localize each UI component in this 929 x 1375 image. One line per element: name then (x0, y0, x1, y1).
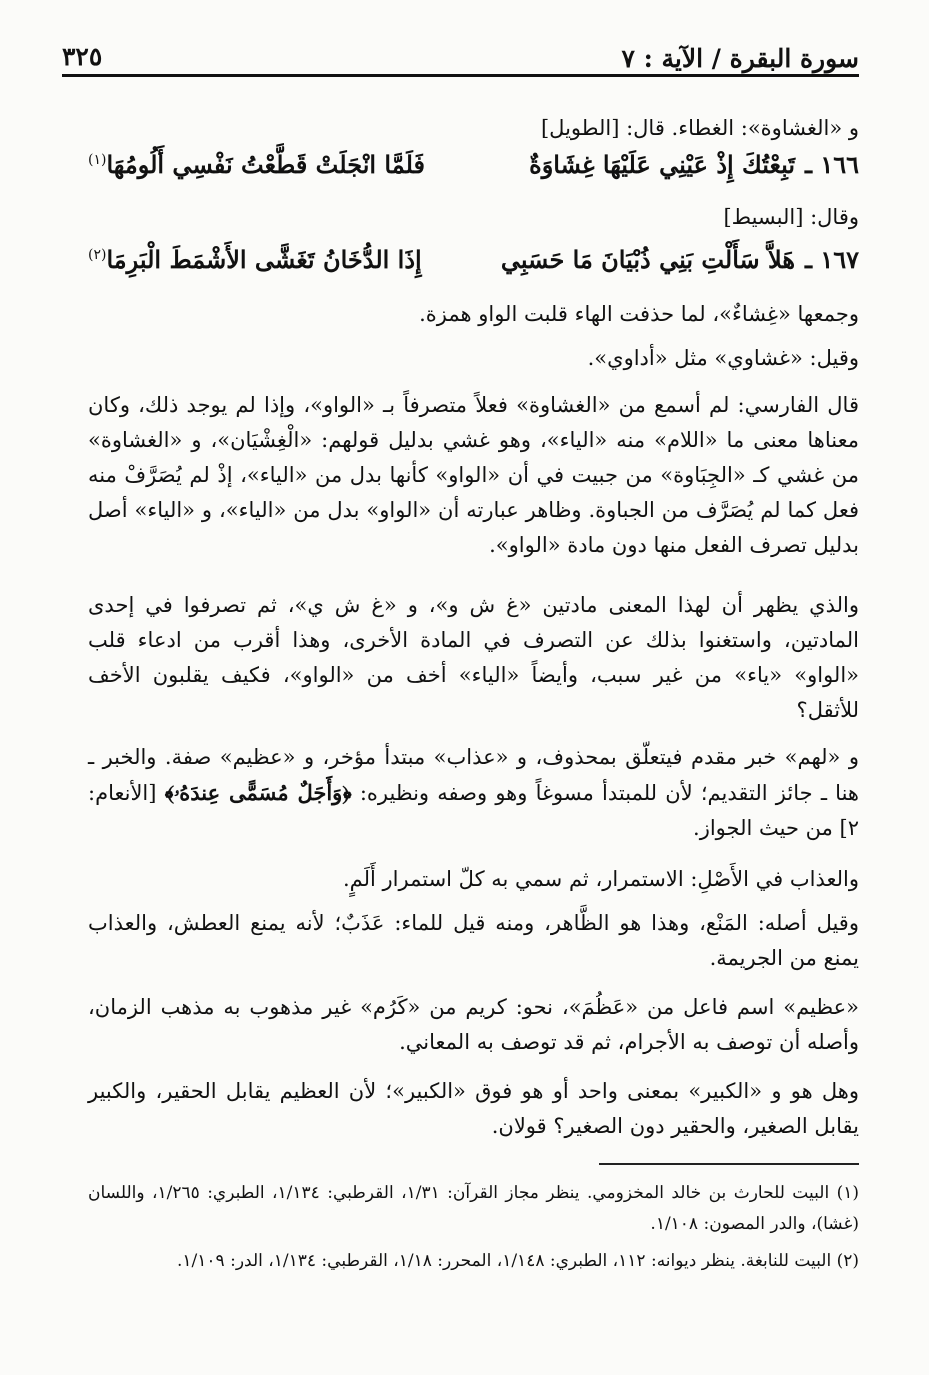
line-qil: وقيل: «غشاوي» مثل «أداوي». (587, 346, 859, 370)
line-plural: وجمعها «غِشاءٌ»، لما حذفت الهاء قلبت الواو همزة. (419, 302, 859, 326)
intro-line-basit: وقال: [البسيط] (723, 205, 859, 229)
intro-line-ghishawa: و «الغشاوة»: الغطاء. قال: [الطويل] (540, 116, 859, 140)
paragraph-asl: وقيل أصله: المَنْع، وهذا هو الظَّاهر، ومنه قيل للماء: عَذَبٌ؛ لأنه يمنع العطش، والعذاب يمنع من الجريمة. (88, 911, 859, 970)
verse-number: ١٦٧ ـ (804, 245, 859, 274)
page-number: ٣٢٥ (62, 42, 103, 71)
footnote-text: البيت للنابغة. ينظر ديوانه: ١١٢، الطبري: ١/١٤٨، المحرر: ١/١٨، القرطبي: ١/١٣٤، الدر: ١/١٠٩. (177, 1251, 832, 1271)
footnote-1 (88, 1178, 859, 1240)
footnote-2 (88, 1246, 859, 1277)
footnote-rule (599, 1163, 859, 1165)
paragraph-farisi: قال الفارسي: لم أسمع من «الغشاوة» فعلاً متصرفاً بـ «الواو»، وإذا لم يوجد ذلك، وكان معناها معنى ما «اللام» منه «الياء»، وهو غشي بدليل قولهم: «الْغِشْيَان»، و «الغشاوة» من غشي كـ «الجِبَاوة» من جبيت في أن «الواو» كأنها بدل من «الياء»، إذْ لم يُصَرَّفْ منه فعل كما لم يُصَرَّف من الجباوة. وظاهر عبارته أن «الواو» بدل من «الياء»، و «الياء» أصل بدليل تصرف الفعل منها دون مادة «الواو». (88, 393, 859, 557)
footnote-ref: (٢) (88, 247, 107, 263)
footnote-ref: (١) (88, 152, 107, 168)
footnote-text: البيت للحارث بن خالد المخزومي. ينظر مجاز القرآن: ١/٣١، القرطبي: ١/١٣٤، الطبري: ١/٢٦٥، واللسان (غشا)، والدر المصون: ١/١٠٨. (88, 1183, 859, 1234)
surah-title: سورة البقرة / الآية : ٧ (621, 44, 859, 73)
paragraph-azim: «عظيم» اسم فاعل من «عَظُمَ»، نحو: كريم من «كَرُم» غير مذهوب به مذهب الزمان، وأصله أن توصف به الأجرام، ثم قد توصف به المعاني. (88, 995, 859, 1054)
paragraph-kabir: وهل هو و «الكبير» بمعنى واحد أو هو فوق «الكبير»؛ لأن العظيم يقابل الحقير، والكبير يقابل الصغير، والحقير دون الصغير؟ قولان. (88, 1079, 859, 1138)
poetry-verse-167 (88, 245, 859, 285)
paragraph-text: و «لهم» خبر مقدم فيتعلّق بمحذوف، و «عذاب» مبتدأ مؤخر، و «عظيم» صفة. والخبر ـ هنا ـ جائز التقديم؛ لأن للمبتدأ مسوغاً وهو وصفه ونظيره: (88, 745, 859, 805)
paragraph-text: [الأنعام: ٢] من حيث الجواز. (88, 781, 859, 840)
header-rule (62, 74, 859, 77)
paragraph-maddatayn: والذي يظهر أن لهذا المعنى مادتين «غ ش و»، و «غ ش ي»، ثم تصرفوا في إحدى المادتين، واستغنوا بذلك عن التصرف في المادة الأخرى، وهذا أقرب من ادعاء قلب «الواو» «ياء» من غير سبب، وأيضاً «الياء» أخف من «الواو»، فكيف يقلبون الأخف للأثقل؟ (88, 593, 859, 722)
quran-quote: ﴿وَأَجَلٌ مُسَمًّى عِندَهُۥ﴾ (164, 780, 352, 805)
verse-hemistich-second (88, 150, 425, 179)
verse-number: ١٦٦ ـ (804, 150, 859, 179)
footnote-mark: (٢) (836, 1251, 859, 1271)
paragraph-lahum (88, 740, 859, 846)
verse-hemistich-first: هَلاَّ سَأَلْتِ بَنِي ذُبْيَانَ مَا حَسَبِي (500, 245, 795, 274)
verse-text: إِذَا الدُّخَانُ تَغَشَّى الأَشْمَطَ الْبَرِمَا (106, 245, 422, 274)
footnote-mark: (١) (836, 1183, 860, 1203)
poetry-verse-166 (88, 150, 859, 190)
verse-hemistich-second (88, 245, 422, 274)
page-header (62, 40, 859, 80)
paragraph-athab: والعذاب في الأَصْلِ: الاستمرار، ثم سمي به كلّ استمرار أَلَمٍ. (342, 867, 859, 891)
verse-hemistich-first: تَبِعْتُكَ إِذْ عَيْنِي عَلَيْهَا غِشَاوَةٌ (529, 150, 795, 179)
verse-text: فَلَمَّا انْجَلَتْ قَطَّعْتُ نَفْسِي أَلُومُهَا (106, 150, 425, 179)
